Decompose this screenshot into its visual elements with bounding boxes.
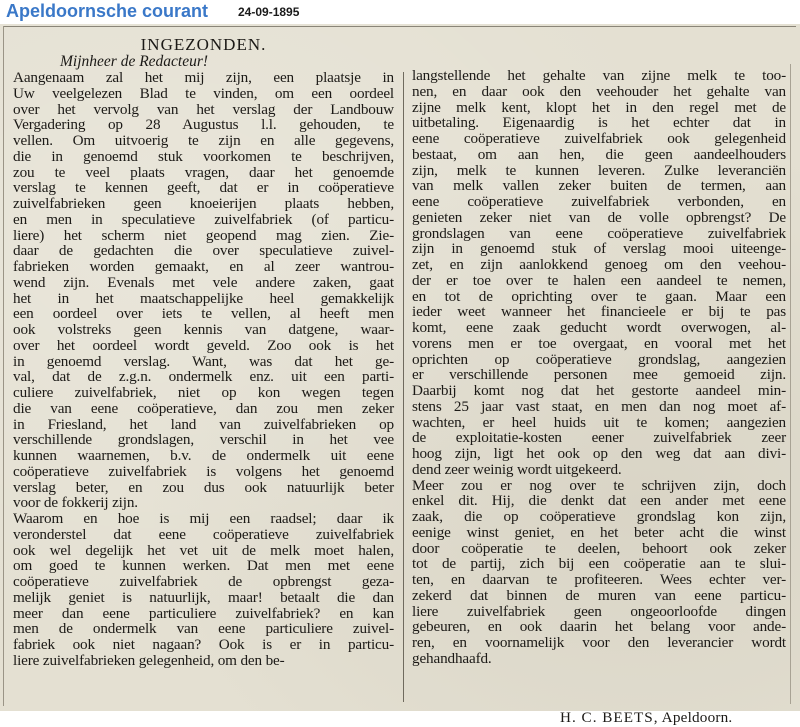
text-line: zijn, melk te kunnen leveren. Zulke leveranciën xyxy=(412,161,786,179)
text-line: zekerd dat binnen de muren van eene particu- xyxy=(412,586,786,604)
text-line: eene coöperatieve zuivelfabriek ook gelegenheid xyxy=(412,130,786,147)
text-line: tot de partij, zich bij een coöperatie aan te slui- xyxy=(412,555,786,573)
text-line: kunnen waarnemen, b.v. de ondermelk uit eene xyxy=(13,447,394,464)
text-line: zou te veel plaats vragen, daar het genoemde xyxy=(13,163,394,181)
text-line: bestaat, om aan hen, die geen aandeelhouders xyxy=(412,145,786,163)
text-line: Meer zou er nog over te schrijven zijn, doch xyxy=(412,476,786,494)
newspaper-clipping xyxy=(0,24,800,726)
text-line: in Friesland, het land van zuivelfabrieken op xyxy=(13,415,394,433)
text-line: de exploitatie-kosten eener zuivelfabriek zeer xyxy=(412,429,786,447)
text-line: vellen. Om uitvoerig te zijn en alle gegevens, xyxy=(13,132,394,149)
text-line: oprichten op coöperatieve grondslag, aangezien xyxy=(412,350,786,368)
text-line: verslag te kennen geeft, dat er in coöperatieve xyxy=(13,179,394,197)
text-line: Uw veelgelezen Blad te vinden, om een oordeel xyxy=(13,84,394,102)
text-line: liere) het scherm niet geopend mag zien. Zie- xyxy=(13,226,394,244)
text-line: ieder weet wanneer het financieele er bij te pas xyxy=(412,303,786,321)
text-line: Daarbij komt nog dat het gestorte aandeel min- xyxy=(412,382,786,399)
text-line: van melk vallen zeker buiten de termen, aan xyxy=(412,177,786,195)
left-edge-rule xyxy=(3,26,4,706)
text-line: zuivelfabrieken geen knoeierijen plaats hebben, xyxy=(13,195,394,212)
text-line: ook wel degelijk het vet uit de melk moet halen, xyxy=(13,541,394,559)
text-line: er verschillende personen mee gemoeid zijn. xyxy=(412,366,786,384)
text-line: die in genoemd stuk voorkomen te beschrijven, xyxy=(13,147,394,165)
text-line: gehandhaafd. xyxy=(412,649,492,667)
text-line: nen, en daar ook den veehouder het gehalte van xyxy=(412,82,786,100)
text-line: coöperatieve zuivelfabriek de opbrengst geza- xyxy=(13,573,394,590)
text-line: grondslagen van eene coöperatieve zuivelfabriek xyxy=(412,224,786,242)
text-line: Aangenaam zal het mij zijn, een plaatsje in xyxy=(13,69,394,86)
text-line: hoog zijn, ligt het ook op den weg dat aan divi- xyxy=(412,445,786,462)
text-line: fabriek ook niet nagaan? Ook is er in particu- xyxy=(13,636,394,653)
masthead xyxy=(0,0,800,24)
text-line: om goed te kunnen werken. Dat men met eene xyxy=(13,557,394,575)
signature-name: H. C. BEETS, xyxy=(560,709,659,726)
text-line: en tot de oprichting over te gaan. Maar een xyxy=(412,287,786,305)
text-line: stens 25 jaar vast staat, en men dan nog moet af- xyxy=(412,397,786,415)
text-line: men de ondermelk van eene particuliere zuivel- xyxy=(13,620,394,638)
publication-date: 24-09-1895 xyxy=(238,5,300,19)
text-line: zijne melk kent, klopt het in den regel met de xyxy=(412,98,786,116)
text-line: uitbetaling. Eigenaardig is het echter dat in xyxy=(412,114,786,132)
text-line: Waarom en hoe is mij een raadsel; daar ik xyxy=(13,510,394,527)
text-line: ook volstreks geen kennis van datgene, waar- xyxy=(13,321,394,338)
text-line: Vergadering op 28 Augustus l.l. gehouden, te xyxy=(13,116,394,134)
text-line: verschillende grondslagen, verschil in het vee xyxy=(13,431,394,449)
text-line: genieten zeker niet van de volle opbrengst? De xyxy=(412,208,786,226)
text-line: verslag beter, en zou dus ook natuurlijk beter xyxy=(13,478,394,496)
text-line: zaak, die op coöperatieve grondslag kon zijn, xyxy=(412,508,786,525)
text-line: ten, en daarvan te profiteeren. Wees echter ver- xyxy=(412,571,786,588)
text-line: meer dan eene particuliere zuivelfabriek? en kan xyxy=(13,604,394,622)
text-line: der er toe over te halen een aandeel te nemen, xyxy=(412,271,786,289)
signature xyxy=(560,709,732,727)
text-line: fabrieken worden gemaakt, en al zeer wantrou- xyxy=(13,258,394,275)
text-line: eene coöperatieve zuivelfabriek verbonden, en xyxy=(412,193,786,210)
text-line: langstellende het gehalte van zijne melk te too- xyxy=(412,67,786,84)
text-line: vorens men er toe overgaat, en vooral met het xyxy=(412,334,786,352)
text-line: coöperatieve zuivelfabriek is volgens het genoemd xyxy=(13,462,394,480)
text-line: voor de fokkerij zijn. xyxy=(13,494,138,512)
text-line: wend zijn. Evenals met vele andere zaken, gaat xyxy=(13,273,394,291)
text-line: over het oordeel wordt geveld. Zoo ook is het xyxy=(13,336,394,354)
text-line: dend zeer weinig wordt uitgekeerd. xyxy=(412,460,622,478)
text-line: melijk geniet is natuurlijk, maar! betaalt die dan xyxy=(13,588,394,606)
text-line: komt, eene zaak geducht wordt overwogen, al- xyxy=(412,319,786,336)
text-line: zet, en zijn aanlokkend genoeg om den veehou- xyxy=(412,256,786,273)
text-line: veronderstel dat eene coöperatieve zuivelfabriek xyxy=(13,525,394,543)
text-line: een oordeel over iets te vellen, al heeft men xyxy=(13,305,394,323)
right-column xyxy=(412,68,786,667)
text-line: wachten, er heel huids uit te komen; aangezien xyxy=(412,413,786,431)
right-edge-rule xyxy=(790,64,791,704)
text-line: het in het maatschappelijke heel gemakkelijk xyxy=(13,289,394,307)
text-line: over het vervolg van het verslag der Landbouw xyxy=(13,100,394,118)
text-line: zijn in genoemd stuk of verslag mooi uiteenge- xyxy=(412,240,786,258)
text-line: liere zuivelfabrieken gelegenheid, om den be- xyxy=(13,651,285,669)
text-line: die van eene coöperatieve, dan zou men zeker xyxy=(13,399,394,417)
publication-title: Apeldoornsche courant xyxy=(6,1,209,21)
article-heading: INGEZONDEN. xyxy=(140,35,267,54)
column-divider xyxy=(403,72,404,702)
text-line: val, dat de z.g.n. ondermelk enz. uit een parti- xyxy=(13,368,394,386)
signature-place: Apeldoorn. xyxy=(661,709,733,726)
top-rule xyxy=(4,26,796,27)
text-line: ren, en voornamelijk voor den leverancier wordt xyxy=(412,634,786,651)
text-line: gebeuren, en ook daarin het belang voor ande- xyxy=(412,618,786,636)
text-line: door coöperatie te deelen, behoort ook zeker xyxy=(412,539,786,557)
text-line: eenige winst geniet, en het beter acht die winst xyxy=(412,523,786,541)
text-line: in genoemd verslag. Want, was dat het ge- xyxy=(13,352,394,370)
text-line: en men in speculatieve zuivelfabriek (of particu- xyxy=(13,210,394,228)
text-line: liere zuivelfabriek geen ongeoorloofde dingen xyxy=(412,602,786,620)
article-salutation: Mijnheer de Redacteur! xyxy=(60,53,209,70)
left-column xyxy=(13,70,394,669)
text-line: daar de gedachten die over speculatieve zuivel- xyxy=(13,242,394,260)
text-line: enkel dit. Hij, die denkt dat een ander met eene xyxy=(412,492,786,510)
text-line: culiere zuivelfabriek, niet op kon wegen tegen xyxy=(13,384,394,401)
